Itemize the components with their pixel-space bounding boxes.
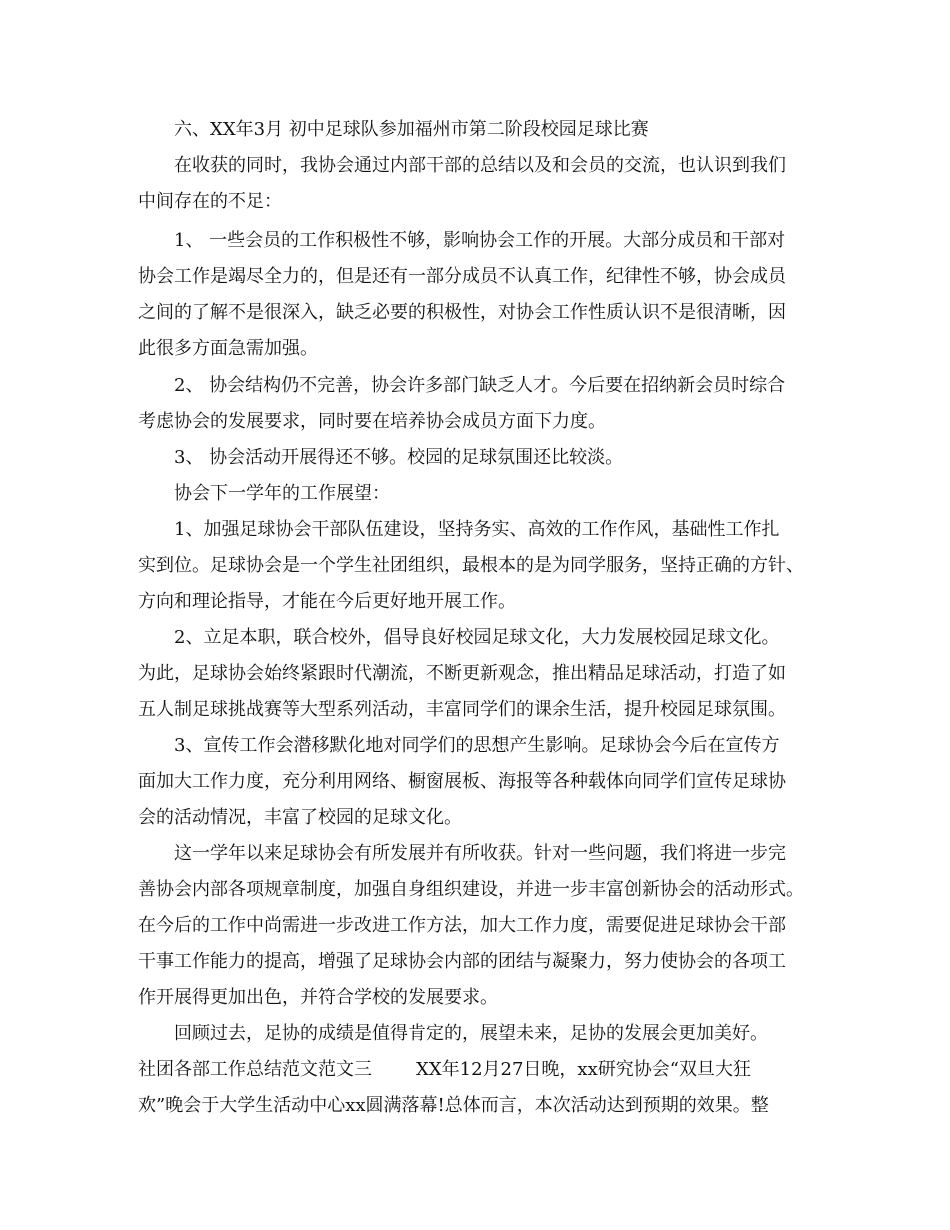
- text-line: 协会工作是竭尽全力的，但是还有一部分成员不认真工作，纪律性不够，协会成员: [138, 266, 786, 287]
- text-line: 在收获的同时，我协会通过内部干部的总结以及和会员的交流，也认识到我们: [174, 155, 786, 176]
- text-line: 为此，足球协会始终紧跟时代潮流，不断更新观念，推出精品足球活动，打造了如: [138, 663, 786, 684]
- text-line: 实到位。足球协会是一个学生社团组织，最根本的是为同学服务，坚持正确的方针、: [138, 555, 804, 576]
- text-line: 方向和理论指导，才能在今后更好地开展工作。: [138, 591, 516, 612]
- text-line: 会的活动情况，丰富了校园的足球文化。: [138, 807, 462, 828]
- text-line: 在今后的工作中尚需进一步改进工作方法，加大工作力度，需要促进足球协会干部: [138, 915, 786, 936]
- section-title: 社团各部工作总结范文范文三: [138, 1059, 372, 1080]
- text-line: 2、立足本职，联合校外，倡导良好校园足球文化，大力发展校园足球文化。: [174, 627, 780, 648]
- section-lead: XX年12月27日晚，xx研究协会“双旦大狂: [416, 1059, 751, 1080]
- text-line-mixed: [138, 1052, 828, 1088]
- text-line: 干事工作能力的提高，增强了足球协会内部的团结与凝聚力，努力使协会的各项工: [138, 951, 786, 972]
- text-line: 中间存在的不足：: [138, 191, 282, 212]
- text-line: 五人制足球挑战赛等大型系列活动，丰富同学们的课余生活，提升校园足球氛围。: [138, 699, 786, 720]
- text-line: 回顾过去，足协的成绩是值得肯定的，展望未来，足协的发展会更加美好。: [174, 1023, 768, 1044]
- text-line: 协会下一学年的工作展望：: [174, 483, 390, 504]
- text-line: 善协会内部各项规章制度，加强自身组织建设，并进一步丰富创新协会的活动形式。: [138, 879, 804, 900]
- text-line: 之间的了解不是很深入，缺乏必要的积极性，对协会工作性质认识不是很清晰，因: [138, 302, 786, 323]
- text-line: 2、 协会结构仍不完善，协会许多部门缺乏人才。今后要在招纳新会员时综合: [174, 375, 786, 396]
- text-line: 此很多方面急需加强。: [138, 338, 318, 359]
- text-line: 面加大工作力度，充分利用网络、橱窗展板、海报等各种载体向同学们宣传足球协: [138, 771, 786, 792]
- text-line: 3、 协会活动开展得还不够。校园的足球氛围还比较淡。: [174, 447, 624, 468]
- text-line: 这一学年以来足球协会有所发展并有所收获。针对一些问题，我们将进一步完: [174, 843, 786, 864]
- text-line: 1、加强足球协会干部队伍建设，坚持务实、高效的工作作风，基础性工作扎: [174, 519, 780, 540]
- text-line: 1、 一些会员的工作积极性不够，影响协会工作的开展。大部分成员和干部对: [174, 230, 786, 251]
- text-line: 欢”晚会于大学生活动中心xx圆满落幕!总体而言，本次活动达到预期的效果。整: [138, 1095, 769, 1116]
- text-line: 作开展得更加出色，并符合学校的发展要求。: [138, 987, 498, 1008]
- text-line: 六、XX年3月 初中足球队参加福州市第二阶段校园足球比赛: [174, 119, 649, 140]
- text-line: 3、宣传工作会潜移默化地对同学们的思想产生影响。足球协会今后在宣传方: [174, 735, 780, 756]
- text-line: 考虑协会的发展要求，同时要在培养协会成员方面下力度。: [138, 411, 606, 432]
